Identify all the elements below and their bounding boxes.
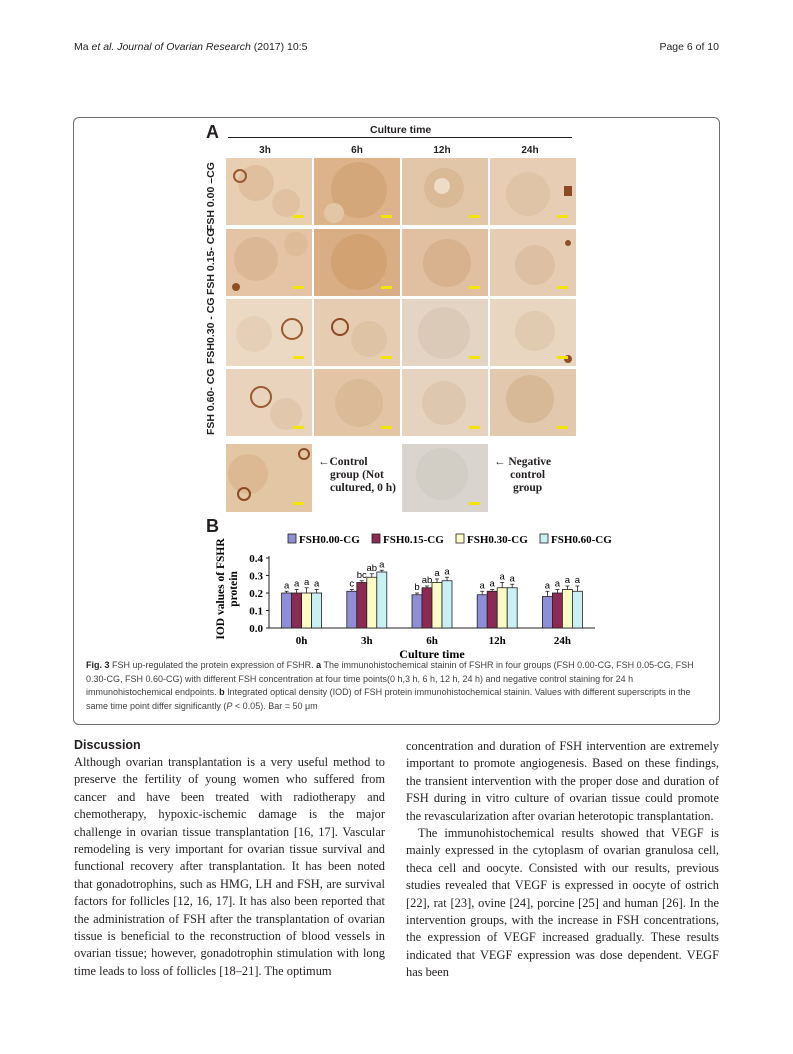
bar — [487, 591, 497, 628]
bar — [292, 593, 302, 628]
discussion-paragraph-continued: concentration and duration of FSH intervention are extremely important to promote angiogenesis. Based on these findings, the transient intervention with the proper dose and duration of FSH during in vitro culture of ovarian tissue could promote the revascularization after ovarian heterotopic transplantation. — [406, 739, 719, 823]
bar — [552, 593, 562, 628]
bar — [357, 583, 367, 629]
significance-label: a — [303, 576, 310, 588]
x-tick-label: 12h — [488, 635, 506, 647]
x-tick-label: 0h — [295, 635, 308, 647]
significance-label: ab — [366, 562, 378, 574]
micrograph-fsh060-6h — [314, 369, 400, 436]
significance-label: a — [444, 566, 450, 578]
panel-b-label: B — [206, 516, 219, 536]
section-heading-discussion: Discussion — [74, 738, 141, 752]
bar — [347, 591, 357, 628]
significance-label: a — [434, 568, 440, 579]
discussion-right-column — [406, 738, 719, 982]
column-header-3h: 3h — [259, 145, 271, 156]
bar — [432, 583, 442, 629]
negative-control-annotation: ← Negative control group — [494, 456, 552, 494]
significance-label: a — [499, 571, 505, 583]
bar — [422, 588, 432, 628]
y-tick-label: 0.2 — [249, 588, 263, 600]
micrograph-fsh015-3h — [226, 229, 312, 296]
y-tick-label: 0.1 — [249, 605, 263, 618]
significance-label: a — [479, 580, 485, 592]
bar — [542, 597, 552, 629]
control-group-annotation: ←Control group (Not cultured, 0 h) — [318, 456, 396, 494]
row-label-fsh-060: FSH 0.60- CG — [205, 368, 217, 435]
culture-time-rule — [228, 137, 572, 138]
significance-label: ab — [421, 575, 433, 586]
legend-label: FSH0.15-CG — [383, 534, 444, 546]
micrograph-fsh060-24h — [490, 369, 576, 436]
bar — [477, 595, 487, 628]
bar — [377, 572, 387, 628]
legend-swatch — [456, 534, 464, 543]
row-label-fsh-030: FSH0.30 - CG — [205, 297, 217, 364]
micrograph-fsh060-12h — [402, 369, 488, 436]
micrograph-fsh015-24h — [490, 229, 576, 296]
significance-label: a — [564, 575, 571, 586]
micrograph-fsh030-24h — [490, 299, 576, 366]
column-header-24h: 24h — [521, 145, 539, 156]
micrograph-fsh030-12h — [402, 299, 488, 366]
column-header-12h: 12h — [433, 145, 451, 156]
legend-label: FSH0.60-CG — [551, 534, 612, 546]
panel-a-label: A — [206, 122, 219, 142]
y-tick-label: 0.3 — [249, 570, 263, 583]
column-header-6h: 6h — [351, 145, 363, 156]
micrograph-fsh000-12h — [402, 158, 488, 225]
significance-label: a — [283, 580, 290, 592]
y-axis-label: IOD values of FSHRprotein — [215, 538, 240, 640]
micrograph-fsh030-3h — [226, 299, 312, 366]
significance-label: a — [379, 559, 385, 571]
x-tick-label: 24h — [553, 635, 571, 647]
bar — [302, 593, 312, 628]
significance-label: a — [293, 578, 300, 590]
culture-time-title: Culture time — [370, 124, 432, 136]
bar — [412, 595, 422, 628]
micrograph-fsh000-6h — [314, 158, 400, 225]
row-label-fsh-000: FSH 0.00 –CG — [205, 162, 217, 231]
legend-swatch — [288, 534, 296, 543]
bar — [497, 588, 507, 628]
bar — [507, 588, 517, 628]
figure-caption: Fig. 3 FSH up-regulated the protein expression of FSHR. a The immunohistochemical stainin of FSHR in four groups (FSH 0.00-CG, FSH 0.05-CG, FSH 0.30-CG, FSH 0.60-CG) with different FSH concentration at four time points(0 h,3 h, 6 h, 12 h, 24 h) and negative control staining for 24 h immunohistochemical endpoints. b Integrated optical density (IOD) of FSH protein immunohistochemical stainin. Values with different superscripts in the same time point differ significantly (P < 0.05). Bar = 50 μm — [86, 660, 694, 711]
significance-label: a — [554, 578, 561, 590]
legend-label: FSH0.30-CG — [467, 534, 528, 546]
legend-swatch — [540, 534, 548, 543]
discussion-paragraph-2: The immunohistochemical results showed that VEGF is mainly expressed in the cytoplasm of ovarian granulosa cell, theca cell and oocyte. Consisted with our results, previous studies revealed that VEGF is expressed in oocyte of ostrich [22], rat [23], ovine [24], porcine [25] and human [26]. In the intervention groups, with the increase in FSH concentrations, the expression of VEGF increased gradually. These results indicated that VEGF expression was dose dependent. VEGF has been — [406, 826, 719, 980]
bar — [282, 593, 292, 628]
bar — [572, 591, 582, 628]
micrograph-fsh060-3h — [226, 369, 312, 436]
bar — [562, 590, 572, 629]
significance-label: c — [349, 578, 355, 590]
micrograph-control-group — [226, 444, 312, 512]
significance-label: a — [544, 580, 551, 592]
bar — [442, 581, 452, 628]
significance-label: b — [414, 582, 420, 593]
iod-bar-chart — [212, 530, 612, 660]
significance-label: a — [313, 578, 320, 590]
row-label-fsh-015: FSH 0.15- CG — [205, 228, 217, 295]
x-tick-label: 6h — [426, 635, 438, 647]
significance-label: bc — [356, 569, 367, 581]
legend-swatch — [372, 534, 380, 543]
significance-label: a — [489, 578, 495, 590]
significance-label: a — [509, 573, 515, 585]
x-axis-label: Culture time — [399, 647, 465, 660]
significance-label: a — [574, 575, 581, 586]
x-tick-label: 3h — [360, 635, 373, 647]
micrograph-fsh030-6h — [314, 299, 400, 366]
micrograph-fsh015-6h — [314, 229, 400, 296]
running-header-citation: Ma et al. Journal of Ovarian Research (2017) 10:5 — [74, 41, 308, 53]
micrograph-negative-control — [402, 444, 488, 512]
micrograph-fsh000-24h — [490, 158, 576, 225]
bar — [367, 577, 377, 628]
y-tick-label: 0.4 — [249, 553, 263, 565]
bar — [312, 593, 322, 628]
y-tick-label: 0.0 — [249, 623, 263, 635]
discussion-left-column — [74, 754, 385, 980]
page-number: Page 6 of 10 — [659, 41, 719, 53]
micrograph-fsh015-12h — [402, 229, 488, 296]
discussion-paragraph-1: Although ovarian transplantation is a very useful method to preserve the fertility of young women who suffered from cancer and have been treated with radiotherapy and chemotherapy, hypoxic-ischemic damage is the major challenge in ovarian tissue transplantation [16, 17]. Vascular remodeling is very important for ovarian tissue survival and functional recovery after transplantation. It has been noted that gonadotrophins, such as HMG, LH and FSH, are survival factors for follicles [12, 16, 17]. It has also been reported that the administration of FSH after the transplantation of ovarian tissue is beneficial to the reconstruction of blood vessels in ovarian tissue; however, gonadotrophin stimulation with long time leads to loss of follicles [18–21]. The optimum — [74, 755, 385, 978]
micrograph-fsh000-3h — [226, 158, 312, 225]
legend-label: FSH0.00-CG — [299, 534, 360, 546]
